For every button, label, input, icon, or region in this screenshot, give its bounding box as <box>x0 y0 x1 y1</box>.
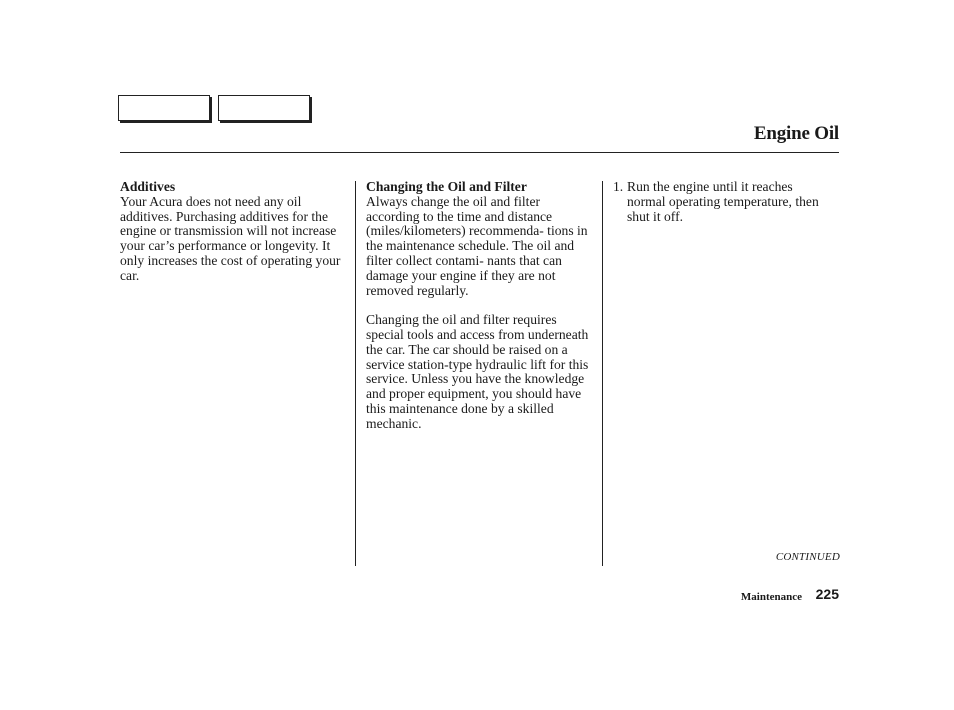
column-changing-oil <box>366 180 596 432</box>
step-number: 1. <box>613 179 624 194</box>
title-divider <box>120 152 839 153</box>
page-number: 225 <box>815 586 839 602</box>
column-divider-right <box>602 181 603 566</box>
column-divider-left <box>355 181 356 566</box>
column-additives <box>120 180 348 284</box>
column-steps <box>613 180 833 224</box>
changing-oil-paragraph-1: Always change the oil and filter according to the time and distance (miles/kilometers) recommenda- tions in the maintenance schedule. The oil and filter collect contami- nants that can damage your engine if they are not removed regularly. <box>366 193 588 298</box>
changing-oil-paragraph-2: Changing the oil and filter requires special tools and access from underneath the car. The car should be raised on a service station-type hydraulic lift for this service. Unless you have the knowledge and proper equipment, you should have this maintenance done by a skilled mechanic. <box>366 312 589 431</box>
step-item <box>613 180 833 224</box>
step-text: Run the engine until it reaches normal operating temperature, then shut it off. <box>627 179 819 224</box>
previous-page-button[interactable] <box>118 95 210 121</box>
continued-label: CONTINUED <box>775 551 840 563</box>
additives-heading: Additives <box>120 179 176 194</box>
footer-section-name: Maintenance <box>740 591 802 603</box>
changing-oil-heading: Changing the Oil and Filter <box>366 179 527 194</box>
next-page-button[interactable] <box>218 95 310 121</box>
additives-paragraph: Your Acura does not need any oil additives. Purchasing additives for the engine or transmission will not increase your car’s performance or longevity. It only increases the cost of operating your car. <box>120 193 341 283</box>
page-title: Engine Oil <box>753 123 839 144</box>
